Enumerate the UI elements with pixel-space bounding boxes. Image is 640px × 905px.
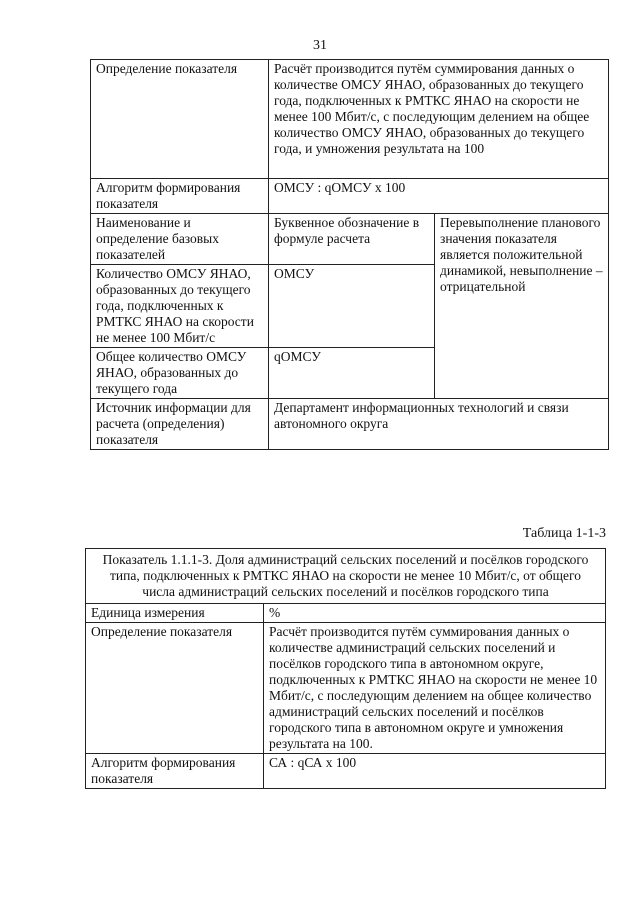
indicator-header: Показатель 1.1.1-3. Доля администраций сельских поселений и посёлков городского типа, подключенных к РМТКС ЯНАО на скорости не менее 10 Мбит/с, от общего числа администраций сельских поселений и посёлков городского типа: [86, 549, 606, 604]
base-indicator-symbol: qОМСУ: [269, 348, 435, 399]
indicator-header-row: [86, 549, 606, 604]
definition-text: Расчёт производится путём суммирования данных о количестве администраций сельских поселений и посёлков городского типа в автономном округе, подключенных к РМТКС ЯНАО на скорости не менее 10 Мбит/с, с последующим делением на общее количество администраций сельских поселений и посёлков городского типа в автономном округе и умножения результата на 100.: [264, 623, 606, 754]
algorithm-formula: ОМСУ : qОМСУ х 100: [269, 179, 609, 214]
unit-label: Единица измерения: [86, 604, 264, 623]
unit-row: [86, 604, 606, 623]
base-indicator-name: Общее количество ОМСУ ЯНАО, образованных до текущего года: [91, 348, 269, 399]
base-indicator-symbol: ОМСУ: [269, 265, 435, 348]
definition-row: [86, 623, 606, 754]
algorithm-row: [86, 754, 606, 789]
definition-label: Определение показателя: [91, 60, 269, 179]
letter-designation-header: Буквенное обозначение в формуле расчета: [269, 214, 435, 265]
indicator-table-1: [90, 59, 609, 450]
base-indicator-name: Количество ОМСУ ЯНАО, образованных до текущего года, подключенных к РМТКС ЯНАО на скорости не менее 100 Мбит/с: [91, 265, 269, 348]
interpretation-text: Перевыполнение планового значения показателя является положительной динамикой, невыполнение – отрицательной: [435, 214, 609, 399]
definition-label: Определение показателя: [86, 623, 264, 754]
page-number: 31: [313, 38, 327, 53]
algorithm-label: Алгоритм формирования показателя: [86, 754, 264, 789]
indicator-table-2: [85, 548, 606, 789]
definition-text: Расчёт производится путём суммирования данных о количестве ОМСУ ЯНАО, образованных до текущего года, подключенных к РМТКС ЯНАО на скорости не менее 100 Мбит/с, с последующим делением на общее количество ОМСУ ЯНАО, образованных до текущего года, и умножения результата на 100: [269, 60, 609, 179]
definition-row: [91, 60, 609, 179]
base-header-row: [91, 214, 609, 265]
source-label: Источник информации для расчета (определения) показателя: [91, 399, 269, 450]
source-row: [91, 399, 609, 450]
source-text: Департамент информационных технологий и связи автономного округа: [269, 399, 609, 450]
algorithm-row: [91, 179, 609, 214]
algorithm-label: Алгоритм формирования показателя: [91, 179, 269, 214]
table-caption: Таблица 1-1-3: [522, 526, 606, 541]
unit-value: %: [264, 604, 606, 623]
base-indicators-header: Наименование и определение базовых показателей: [91, 214, 269, 265]
algorithm-formula: СА : qСА х 100: [264, 754, 606, 789]
